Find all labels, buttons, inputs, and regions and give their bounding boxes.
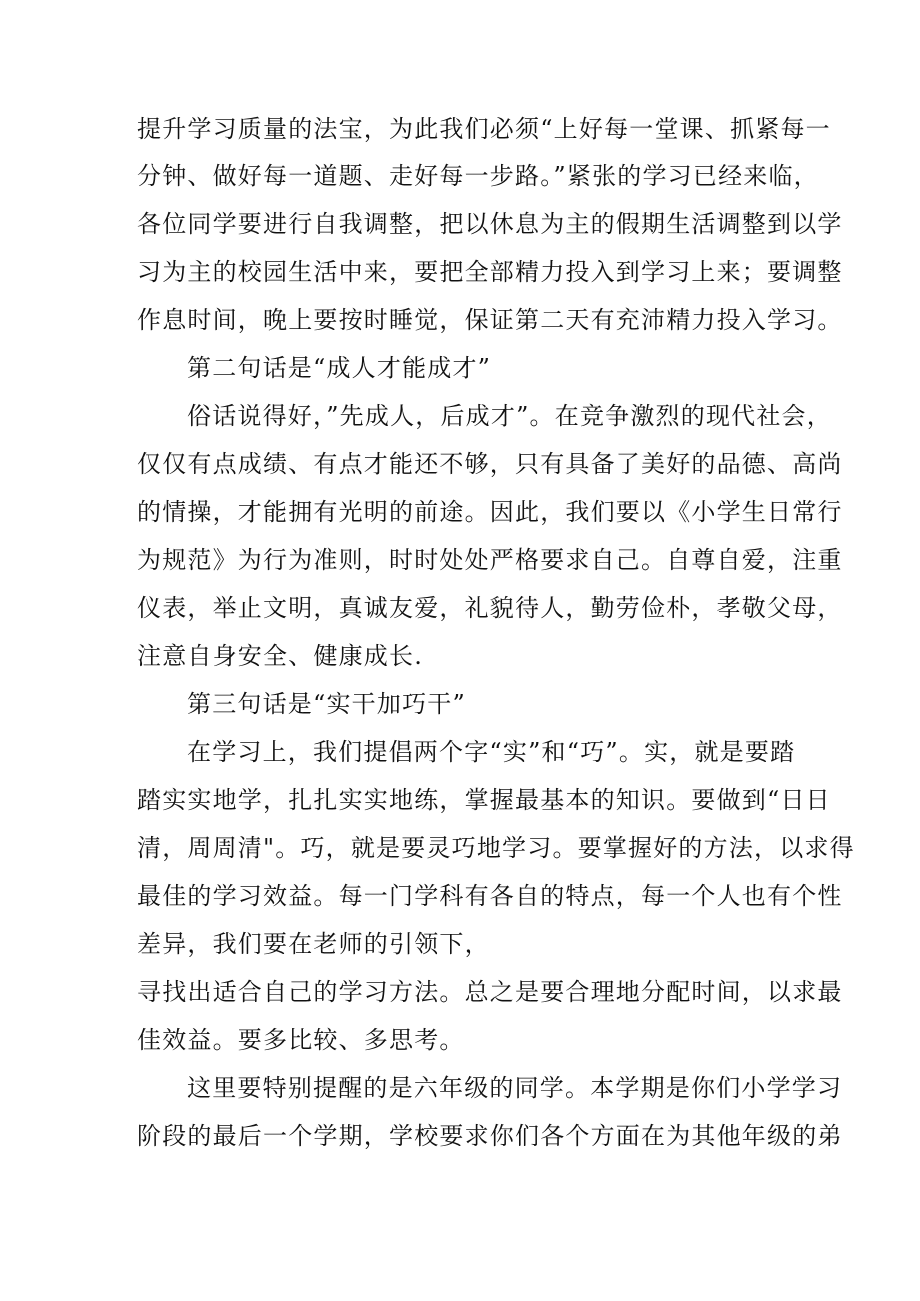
paragraph-line: 习为主的校园生活中来，要把全部精力投入到学习上来；要调整	[137, 258, 843, 286]
paragraph-line: 仪表，举止文明，真诚友爱，礼貌待人，勤劳俭朴，孝敬父母，	[137, 594, 843, 622]
paragraph-line: 俗话说得好，”先成人，后成才”。在竞争激烈的现代社会，	[187, 402, 832, 430]
paragraph-line: 注意自身安全、健康成长.	[137, 642, 424, 670]
paragraph-line: 这里要特别提醒的是六年级的同学。本学期是你们小学学习	[187, 1074, 843, 1102]
paragraph-line: 仅仅有点成绩、有点才能还不够，只有具备了美好的品德、高尚	[137, 450, 843, 478]
section-heading: 第二句话是“成人才能成才”	[187, 354, 492, 382]
paragraph-line: 清，周周清"。巧，就是要灵巧地学习。要掌握好的方法，以求得	[137, 834, 855, 862]
paragraph-line: 佳效益。要多比较、多思考。	[137, 1026, 465, 1054]
paragraph-line: 差异，我们要在老师的引领下，	[137, 930, 490, 958]
paragraph-line: 在学习上，我们提倡两个字“实”和“巧”。实，就是要踏	[187, 738, 796, 766]
paragraph-line: 为规范》为行为准则，时时处处严格要求自己。自尊自爱，注重	[137, 546, 843, 574]
paragraph-line: 的情操，才能拥有光明的前途。因此，我们要以《小学生日常行	[137, 498, 843, 526]
paragraph-line: 阶段的最后一个学期，学校要求你们各个方面在为其他年级的弟	[137, 1122, 843, 1150]
section-heading: 第三句话是“实干加巧干”	[187, 690, 466, 718]
paragraph-line: 作息时间，晚上要按时睡觉，保证第二天有充沛精力投入学习。	[137, 306, 843, 334]
paragraph-line: 各位同学要进行自我调整，把以休息为主的假期生活调整到以学	[137, 210, 843, 238]
paragraph-line: 提升学习质量的法宝，为此我们必须“上好每一堂课、抓紧每一	[137, 115, 831, 143]
paragraph-line: 分钟、做好每一道题、走好每一步路。”紧张的学习已经来临，	[137, 162, 819, 190]
paragraph-line: 踏实实地学，扎扎实实地练，掌握最基本的知识。要做到“日日	[137, 786, 831, 814]
paragraph-line: 寻找出适合自己的学习方法。总之是要合理地分配时间，以求最	[137, 978, 843, 1006]
paragraph-line: 最佳的学习效益。每一门学科有各自的特点，每一个人也有个性	[137, 882, 843, 910]
